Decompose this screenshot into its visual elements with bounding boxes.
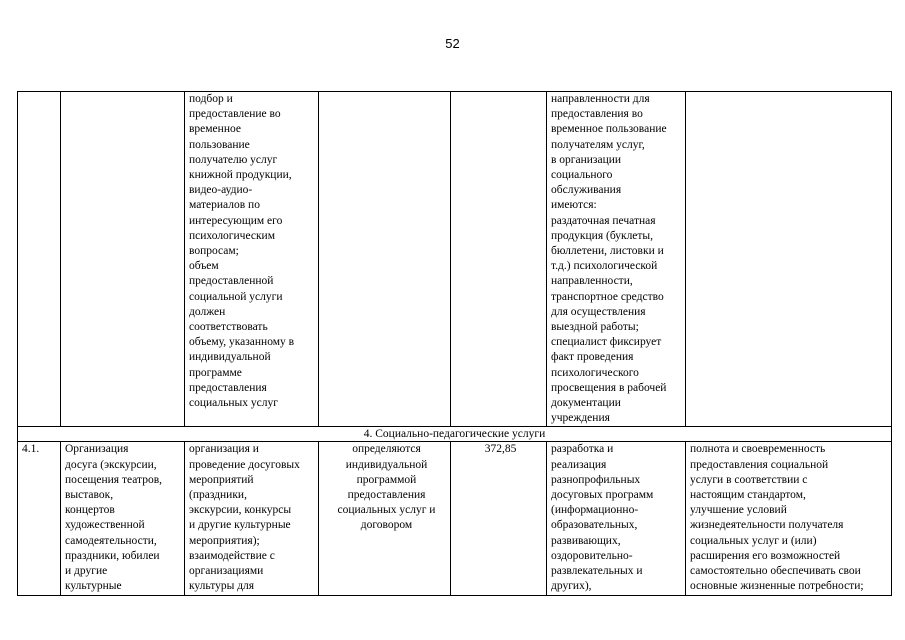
description-line: книжной продукции, — [189, 169, 292, 182]
cell-description — [185, 92, 319, 427]
conditions-line: раздаточная печатная — [551, 214, 656, 227]
conditions-line: социального — [551, 169, 613, 182]
conditions-line: транспортное средство — [551, 290, 664, 303]
row-number: 4.1. — [18, 442, 61, 595]
cell-terms — [319, 92, 451, 427]
description-line: объем — [189, 260, 219, 273]
conditions-line: документации — [551, 397, 621, 410]
conditions-line: развивающих, — [551, 534, 621, 547]
quality-line: полнота и своевременность — [690, 443, 826, 456]
quality-line: самостоятельно обеспечивать свои — [690, 565, 861, 578]
description-line: получателю услуг — [189, 153, 278, 166]
conditions-line: в организации — [551, 153, 622, 166]
cell-quality — [686, 92, 892, 427]
description-line: материалов по — [189, 199, 260, 212]
description-line: проведение досуговых — [189, 458, 300, 471]
conditions-line: направленности, — [551, 275, 633, 288]
description-line: вопросам; — [189, 245, 239, 258]
quality-line: расширения его возможностей — [690, 549, 841, 562]
conditions-line: направленности для — [551, 93, 650, 105]
description-line: экскурсии, конкурсы — [189, 504, 292, 517]
services-table — [17, 91, 892, 596]
service-name-line: культурные — [65, 580, 122, 593]
terms-line: программой — [356, 473, 417, 486]
conditions-line: психологического — [551, 366, 639, 379]
description-line: предоставления — [189, 381, 267, 394]
conditions-line: реализация — [551, 458, 607, 471]
section-header-row — [18, 427, 892, 442]
description-line: социальной услуги — [189, 290, 283, 303]
terms-line: социальных услуг и — [337, 504, 436, 517]
continued-description-lines — [189, 92, 318, 411]
description-line: видео-аудио- — [189, 184, 253, 197]
description-line: взаимодействие с — [189, 549, 275, 562]
description-line: мероприятия); — [189, 534, 260, 547]
conditions-line: предоставления во — [551, 108, 643, 121]
service-name-line: Организация — [65, 443, 129, 456]
service-name-line: досуга (экскурсии, — [65, 458, 157, 471]
description-line: организация и — [189, 443, 259, 456]
service-name-line: самодеятельности, — [65, 534, 157, 547]
description-line: должен — [189, 305, 226, 318]
description-line: пользование — [189, 138, 250, 151]
description-line: и другие культурные — [189, 519, 291, 532]
conditions-line: временное пользование — [551, 123, 667, 136]
conditions-line: продукция (буклеты, — [551, 229, 654, 242]
conditions-line: образовательных, — [551, 519, 638, 532]
conditions-line: оздоровительно- — [551, 549, 633, 562]
conditions-line: просвещения в рабочей — [551, 381, 667, 394]
conditions-line: получателям услуг, — [551, 138, 645, 151]
service-name-line: посещения театров, — [65, 473, 163, 486]
description-line: (праздники, — [189, 489, 247, 502]
terms-line: индивидуальной — [345, 458, 428, 471]
description-line: предоставленной — [189, 275, 274, 288]
terms-line: договором — [360, 519, 413, 532]
conditions-line: факт проведения — [551, 351, 634, 364]
conditions-line: для осуществления — [551, 305, 646, 318]
description-line: культуры для — [189, 580, 255, 593]
conditions-line: специалист фиксирует — [551, 336, 662, 349]
quality-line: улучшение условий — [690, 504, 787, 517]
description-line: психологическим — [189, 229, 275, 242]
conditions-line: разработка и — [551, 443, 614, 456]
service-name-line: выставок, — [65, 489, 114, 502]
continued-conditions-lines — [551, 92, 685, 426]
section-header: 4. Социально-педагогические услуги — [18, 427, 892, 442]
terms-line: определяются — [352, 443, 421, 456]
terms-cell — [319, 442, 451, 595]
description-line: предоставление во — [189, 108, 281, 121]
quality-line: настоящим стандартом, — [690, 489, 806, 502]
quality-line: основные жизненные потребности; — [690, 580, 864, 593]
description-line: программе — [189, 366, 242, 379]
conditions-line: обслуживания — [551, 184, 622, 197]
conditions-line: учреждения — [551, 412, 610, 425]
description-line: организациями — [189, 565, 264, 578]
conditions-line: бюллетени, листовки и — [551, 245, 664, 258]
service-name-line: праздники, юбилеи — [65, 549, 160, 562]
description-line: мероприятий — [189, 473, 254, 486]
service-name-line: концертов — [65, 504, 115, 517]
service-name-line: художественной — [65, 519, 145, 532]
service-name-line: и другие — [65, 565, 108, 578]
conditions-line: имеются: — [551, 199, 597, 212]
description-line: объему, указанному в — [189, 336, 295, 349]
service-name-cell — [61, 442, 185, 595]
cell-conditions — [547, 92, 686, 427]
conditions-line: выездной работы; — [551, 321, 639, 334]
conditions-line: развлекательных и — [551, 565, 643, 578]
quality-line: жизнедеятельности получателя — [690, 519, 844, 532]
description-line: интересующим его — [189, 214, 283, 227]
page-number: 52 — [445, 36, 460, 51]
conditions-line: досуговых программ — [551, 489, 654, 502]
conditions-line: т.д.) психологической — [551, 260, 658, 273]
cell-service-name — [61, 92, 185, 427]
conditions-line: других), — [551, 580, 592, 593]
quality-line: услуги в соответствии с — [690, 473, 808, 486]
conditions-cell — [547, 442, 686, 595]
description-line: социальных услуг — [189, 397, 278, 410]
tariff-cell: 372,85 — [451, 442, 547, 595]
terms-line: предоставления — [347, 489, 426, 502]
cell-num — [18, 92, 61, 427]
table-row-4-1 — [18, 442, 892, 595]
table-row-continued — [18, 92, 892, 427]
description-line: временное — [189, 123, 241, 136]
description-line: соответствовать — [189, 321, 268, 334]
quality-cell — [686, 442, 892, 595]
description-cell — [185, 442, 319, 595]
cell-tariff — [451, 92, 547, 427]
conditions-line: разнопрофильных — [551, 473, 641, 486]
description-line: подбор и — [189, 93, 233, 105]
quality-line: предоставления социальной — [690, 458, 829, 471]
description-line: индивидуальной — [189, 351, 271, 364]
quality-line: социальных услуг и (или) — [690, 534, 817, 547]
conditions-line: (информационно- — [551, 504, 639, 517]
